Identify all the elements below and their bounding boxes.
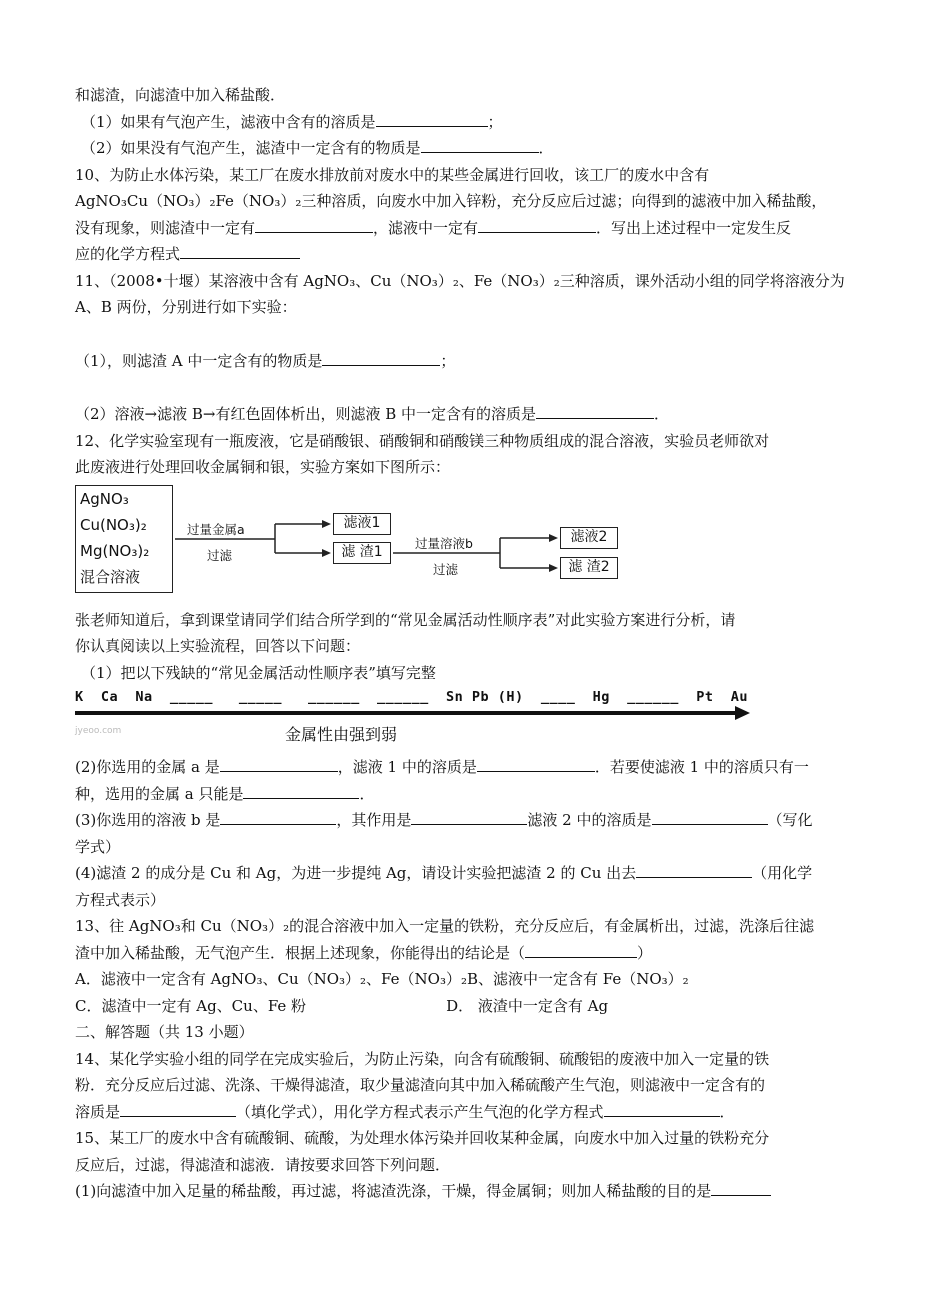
- answer-blank[interactable]: [525, 940, 637, 958]
- text-line: 没有现象，则滤渣中一定有 ，滤液中一定有 ．写出上述过程中一定发生反: [75, 215, 880, 242]
- solute-label: Cu(NO₃)₂: [80, 515, 147, 534]
- solute-label: AgNO₃: [80, 489, 129, 508]
- solute-label: 混合溶液: [80, 567, 141, 586]
- residue-1-box: 滤 渣1: [333, 542, 391, 564]
- text-line: 张老师知道后，拿到课堂请同学们结合所学到的“常见金属活动性顺序表”对此实验方案进行分析，请: [75, 610, 736, 629]
- answer-blank[interactable]: [243, 781, 359, 799]
- filter-label: 过滤: [207, 547, 233, 563]
- answer-blank[interactable]: [411, 807, 527, 825]
- solute-label: Mg(NO₃)₂: [80, 541, 150, 560]
- text-line: （2）溶液→滤液 B→有红色固体析出，则滤液 B 中一定含有的溶质是 ．: [75, 401, 880, 428]
- text-line: 此废液进行处理回收金属铜和银，实验方案如下图所示：: [75, 458, 451, 476]
- text-line: AgNO₃Cu（NO₃）₂Fe（NO₃）₂三种溶质，向废水中加入锌粉，充分反应后过滤；向得到的滤液中加入稀盐酸，: [75, 192, 827, 210]
- text-line: (4)滤渣 2 的成分是 Cu 和 Ag，为进一步提纯 Ag，请设计实验把滤渣 2 的 Cu 出去 （用化学: [75, 860, 880, 887]
- text-line: 和滤渣，向滤渣中加入稀盐酸．: [75, 86, 286, 104]
- text-line: （1）把以下残缺的“常见金属活动性顺序表”填写完整: [81, 663, 436, 682]
- text-line: 学式）: [75, 837, 121, 856]
- text-line: 方程式表示）: [75, 890, 166, 909]
- answer-blank[interactable]: [220, 807, 336, 825]
- question-14: 14、某化学实验小组的同学在完成实验后，为防止污染，向含有硫酸铜、硫酸铝的废液中加入一定量的铁: [75, 1049, 770, 1068]
- answer-blank[interactable]: [220, 754, 338, 772]
- text-line: 反应后，过滤，得滤渣和滤液．请按要求回答下列问题．: [75, 1155, 451, 1174]
- activity-sequence: K Ca Na _____ _____ ______ ______ Sn Pb (H) ____ Hg ______ Pt Au: [75, 689, 748, 705]
- question-line: （2）如果没有气泡产生，滤渣中一定含有的物质是 ．: [75, 135, 880, 162]
- question-15: 15、某工厂的废水中含有硫酸铜、硫酸，为处理水体污染并回收某种金属，向废水中加入过量的铁粉充分: [75, 1129, 770, 1147]
- text-line: 你认真阅读以上实验流程，回答以下问题：: [75, 637, 361, 655]
- text-line: (2)你选用的金属 a 是 ，滤液 1 中的溶质是 ．若要使滤液 1 中的溶质只有一: [75, 754, 880, 781]
- document-page: [75, 82, 880, 1205]
- question-10: 10、为防止水体污染，某工厂在废水排放前对废水中的某些金属进行回收，该工厂的废水中含有: [75, 165, 710, 184]
- answer-blank[interactable]: [376, 109, 488, 127]
- activity-series: [75, 686, 880, 754]
- residue-2-box: 滤 渣2: [560, 557, 618, 579]
- question-line: （1）如果有气泡产生，滤液中含有的溶质是 ；: [75, 109, 880, 136]
- filter-label: 过滤: [433, 561, 459, 577]
- reagent-label-b: 过量溶液b: [415, 535, 473, 551]
- text-line: (1)向滤渣中加入足量的稀盐酸，再过滤，将滤渣洗涤，干燥，得金属铜；则加人稀盐酸的目的是: [75, 1178, 880, 1205]
- answer-blank[interactable]: [477, 754, 595, 772]
- answer-blank[interactable]: [604, 1099, 720, 1117]
- question-11: 11、（2008•十堰）某溶液中含有 AgNO₃、Cu（NO₃）₂、Fe（NO₃）₂三种溶质，课外活动小组的同学将溶液分为: [75, 271, 845, 290]
- text-line: 应的化学方程式: [75, 241, 880, 268]
- section-heading: 二、解答题（共 13 小题）: [75, 1023, 254, 1041]
- answer-blank[interactable]: [180, 241, 300, 259]
- filtrate-1-box: 滤液1: [333, 513, 391, 535]
- question-13: 13、往 AgNO₃和 Cu（NO₃）₂的混合溶液中加入一定量的铁粉，充分反应后，有金属析出，过滤，洗涤后往滤: [75, 917, 815, 935]
- text-line: 种，选用的金属 a 只能是 ．: [75, 781, 880, 808]
- answer-blank[interactable]: [421, 135, 539, 153]
- answer-blank[interactable]: [536, 401, 654, 419]
- text-line: 渣中加入稀盐酸，无气泡产生．根据上述现象，你能得出的结论是（ ）: [75, 940, 880, 967]
- answer-blank[interactable]: [478, 215, 596, 233]
- answer-blank[interactable]: [711, 1178, 771, 1196]
- answer-blank[interactable]: [322, 348, 440, 366]
- activity-caption: 金属性由强到弱: [285, 725, 398, 744]
- watermark: jyeoo.com: [75, 726, 122, 736]
- filtrate-2-box: 滤液2: [560, 527, 618, 549]
- text-line: A、B 两份，分别进行如下实验：: [75, 298, 297, 316]
- flow-diagram: [75, 485, 880, 597]
- text-line: (3)你选用的溶液 b 是 ，其作用是 滤液 2 中的溶质是 （写化: [75, 807, 880, 834]
- choice-line: C．滤渣中一定有 Ag、Cu、Fe 粉 D． 液渣中一定含有 Ag: [75, 996, 609, 1015]
- text-line: （1），则滤渣 A 中一定含有的物质是 ；: [75, 348, 880, 375]
- choice-line: A．滤液中一定含有 AgNO₃、Cu（NO₃）₂、Fe（NO₃）₂B、滤液中一定含有 Fe（NO₃）₂: [75, 970, 689, 988]
- question-12: 12、化学实验室现有一瓶废液，它是硝酸银、硝酸铜和硝酸镁三种物质组成的混合溶液，实验员老师欲对: [75, 431, 770, 450]
- text-line: 粉．充分反应后过滤、洗涤、干燥得滤渣，取少量滤渣向其中加入稀硫酸产生气泡，则滤液中一定含有的: [75, 1076, 766, 1094]
- answer-blank[interactable]: [120, 1099, 236, 1117]
- mixed-solution-box: [75, 485, 173, 593]
- reagent-label-a: 过量金属a: [187, 521, 245, 537]
- answer-blank[interactable]: [255, 215, 373, 233]
- answer-blank[interactable]: [636, 860, 752, 878]
- answer-blank[interactable]: [652, 807, 768, 825]
- text-line: 溶质是 （填化学式），用化学方程式表示产生气泡的化学方程式 ．: [75, 1099, 880, 1126]
